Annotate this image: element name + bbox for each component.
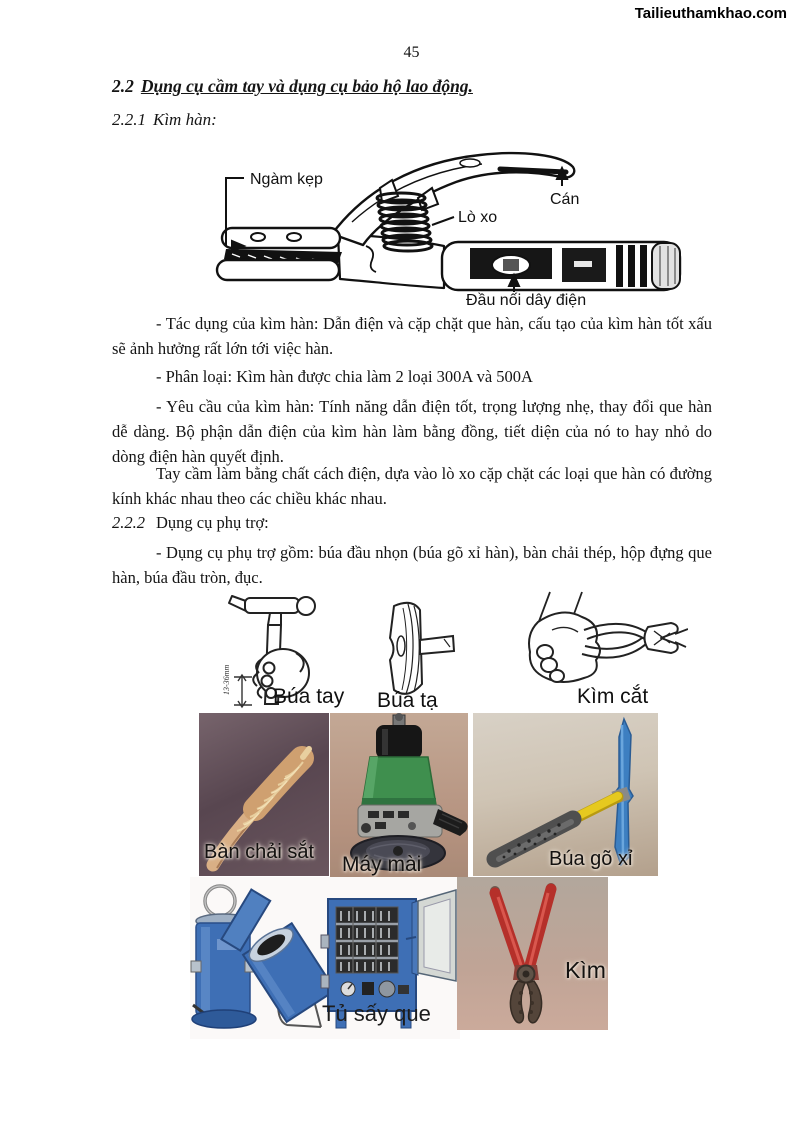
welding-clamp-diagram [170, 142, 700, 310]
diagram-label-jaw: Ngàm kẹp [250, 171, 323, 188]
paragraph-function: - Tác dụng của kìm hàn: Dẫn điện và cặp chặt que hàn, cấu tạo của kìm hàn tốt xấu sẽ ảnh hưởng rất lớn tới việc hàn. [112, 314, 712, 358]
hammer-dimension-note: 13-36mm [222, 664, 231, 695]
paragraph-aux-tools: - Dụng cụ phụ trợ gồm: búa đầu nhọn (búa gõ xỉ hàn), bàn chải thép, hộp đựng que hàn, búa đầu tròn, đục. [112, 543, 712, 587]
electrode-oven-label: Tủ sấy que [322, 1001, 431, 1026]
sledgehammer-label: Búa tạ [377, 689, 438, 712]
section-heading-2-2 [112, 76, 473, 97]
section-heading-2-2-1 [112, 110, 217, 130]
diagram-label-connector: Đầu nối dây điện [466, 292, 587, 309]
pliers-shape [490, 883, 556, 1023]
cutting-pliers-drawing [492, 590, 688, 690]
section-number: 2.2.2 [112, 513, 145, 532]
section-title: Dụng cụ cầm tay và dụng cụ bảo hộ lao động. [140, 76, 473, 96]
chipping-hammer-shape [495, 719, 633, 865]
clamp-lever [332, 153, 574, 245]
clamp-handle [442, 242, 680, 290]
section-number: 2.2.1 [112, 110, 146, 129]
electrode-oven-photo [190, 877, 460, 1039]
watermark: Tailieuthamkhao.com [634, 5, 787, 22]
welding-clamp-drawing [170, 142, 700, 310]
grinder-photo [330, 713, 468, 877]
hand-hammer-label: Búa tay [273, 685, 345, 708]
pliers-photo [457, 877, 608, 1030]
paragraph-grip: Tay cầm làm bằng chất cách điện, dựa vào lò xo cặp chặt các loại que hàn có đường kính khác nhau theo các chiều khác nhau. [112, 464, 712, 508]
section-number: 2.2 [112, 76, 134, 96]
diagram-label-spring: Lò xo [458, 209, 498, 226]
pliers-label: Kìm [565, 957, 606, 983]
wire-brush-label: Bàn chải sắt [204, 841, 315, 863]
section-title: Dụng cụ phụ trợ: [156, 513, 269, 532]
section-title: Kìm hàn: [153, 110, 217, 129]
section-heading-2-2-2 [112, 513, 269, 533]
clamp-jaw [217, 228, 342, 280]
paragraph-requirements: - Yêu cầu của kìm hàn: Tính năng dẫn điện tốt, trọng lượng nhẹ, thay đổi que hàn dễ dàng. Bộ phận dẫn điện của kìm hàn làm bằng đồng, tiết diện của nó to hay nhỏ do dòng điện hàn quyết định. [112, 397, 712, 466]
cutting-pliers-label: Kìm cắt [577, 685, 649, 708]
diagram-label-handle: Cán [550, 191, 580, 208]
chipping-hammer-photo [473, 713, 658, 876]
wire-brush-photo [199, 713, 329, 876]
grinder-label: Máy mài [342, 853, 422, 876]
page-number: 45 [403, 44, 420, 61]
sledgehammer-drawing [356, 598, 464, 702]
chipping-hammer-label: Búa gõ xỉ [549, 848, 633, 870]
paragraph-classification: - Phân loại: Kìm hàn được chia làm 2 loại 300A và 500A [156, 367, 533, 386]
grinder-shape [351, 713, 468, 870]
